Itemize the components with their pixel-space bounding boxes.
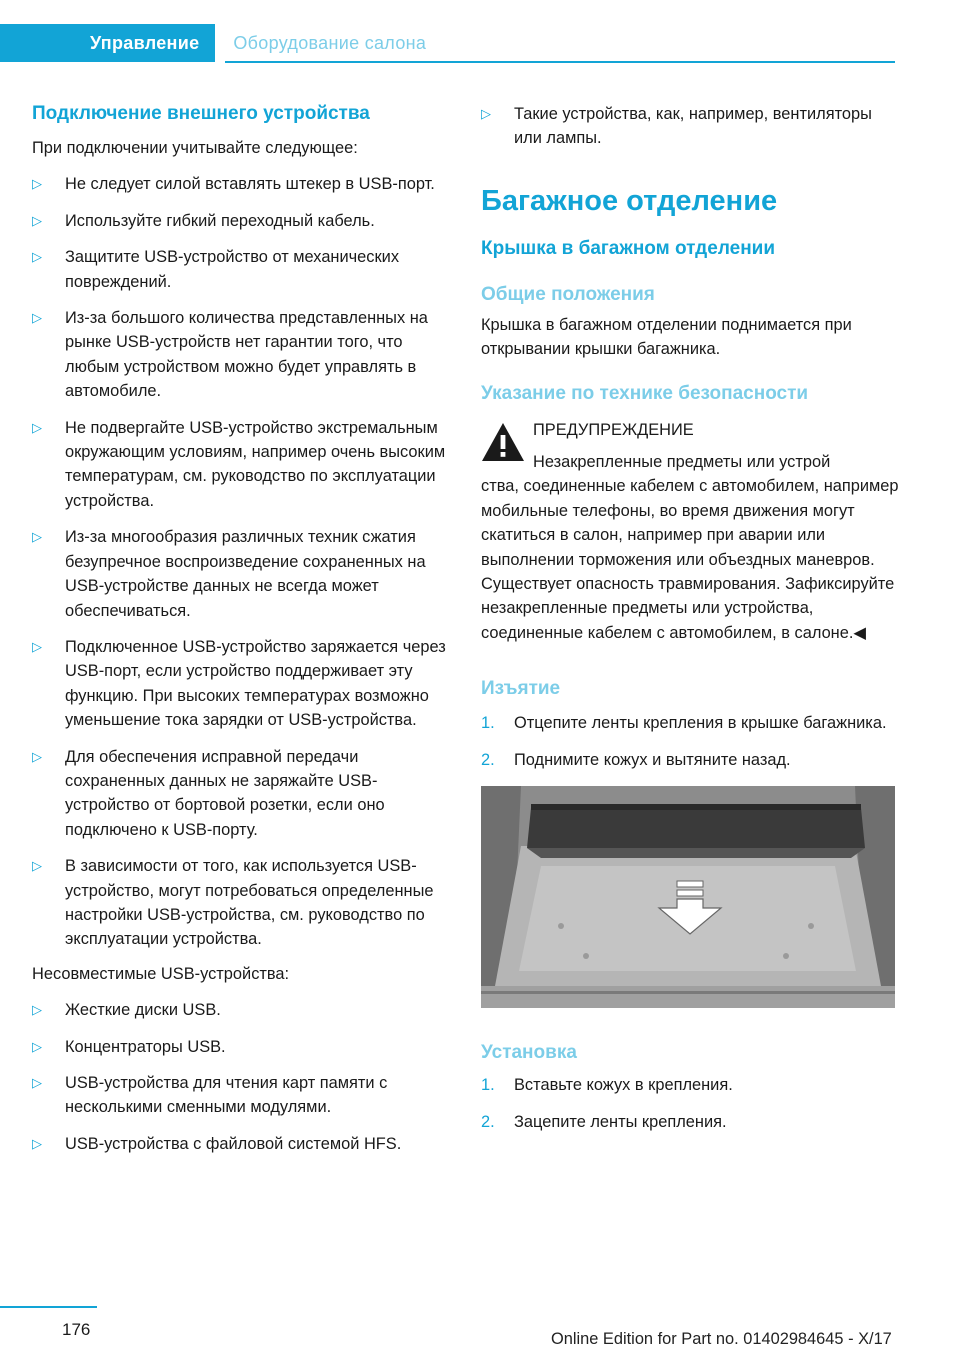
list-item: ▷ Жесткие диски USB. (32, 998, 450, 1022)
usb-intro: При подключении учитывайте следующее: (32, 139, 358, 157)
bullet-icon: ▷ (32, 212, 42, 228)
section-title: Багажное отделение (481, 184, 778, 217)
warning-block (481, 418, 899, 646)
bullet-icon: ▷ (32, 1135, 42, 1151)
bullet-icon: ▷ (32, 1002, 42, 1018)
chapter-tab[interactable]: Управление (0, 24, 215, 62)
general-text: Крышка в багажном отделении поднимается при открывании крышки багажника. (481, 315, 852, 359)
section-tab[interactable]: Оборудование салона (233, 33, 427, 53)
list-item: 2. Поднимите кожух и вытяните назад. (481, 750, 791, 769)
safety-heading: Указание по технике безопасности (481, 382, 809, 404)
subsection-title: Крышка в багажном отделении (481, 237, 776, 259)
bullet-icon: ▷ (32, 748, 42, 764)
right-column (481, 100, 899, 1134)
header-tabs (0, 24, 426, 62)
list-item: ▷ Не следует силой вставлять штекер в USB-порт. (32, 172, 450, 196)
list-item: ▷ USB-устройства для чтения карт памяти с несколькими сменными модулями. (32, 1071, 450, 1120)
list-item: ▷ В зависимости от того, как используется USB-устройство, могут потребоваться определенные настройки USB-устройства, см. руководство по эксплуатации устройства. (32, 854, 450, 952)
left-column (32, 100, 450, 1156)
bullet-icon: ▷ (32, 419, 42, 435)
list-item: 1. Отцепите ленты крепления в крышке багажника. (481, 714, 887, 733)
warning-text: ства, соединенные кабелем с автомобилем, например мобильные телефоны, во время движения могут скатиться в салон, например при аварии или выполнении торможения или объездных маневров. Существует опасность травмирования. Зафиксируйте незакрепленные предметы или устройства, соединенные кабелем с автомобилем, в салоне.◀ (481, 477, 899, 642)
list-item: 1. Вставьте кожух в крепления. (481, 1076, 733, 1095)
page-number: 176 (62, 1320, 91, 1339)
bullet-icon: ▷ (32, 310, 42, 326)
incompatible-list (32, 998, 450, 1156)
install-steps (481, 1073, 899, 1134)
bullet-icon: ▷ (481, 106, 491, 121)
warning-triangle-icon (481, 422, 525, 462)
list-item: ▷ Подключенное USB-устройство заряжается через USB-порт, если устройство поддерживает эту функцию. При высоких температурах возможно уменьшение тока зарядки от USB-устройства. (32, 635, 450, 733)
bullet-icon: ▷ (32, 858, 42, 874)
bullet-icon: ▷ (32, 1075, 42, 1090)
edition-footer: Online Edition for Part no. 01402984645 - X/17 (551, 1330, 892, 1348)
list-item: ▷ Не подвергайте USB-устройство экстремальным окружающим условиям, например очень высоким температурам, см. руководство по эксплуатации устройства. (32, 416, 450, 514)
general-heading: Общие положения (481, 283, 655, 305)
list-item: 2. Зацепите ленты крепления. (481, 1112, 727, 1131)
list-item: ▷ Для обеспечения исправной передачи сохраненных данных не заряжайте USB-устройство от бортовой розетки, если оно подключено к USB-порту. (32, 745, 450, 843)
list-item: ▷ USB-устройства с файловой системой HFS. (32, 1132, 450, 1156)
warning-title: ПРЕДУПРЕЖДЕНИЕ (533, 420, 694, 439)
removal-heading: Изъятие (481, 678, 561, 700)
footer-rule (0, 1306, 97, 1308)
usb-rules-list (32, 172, 450, 951)
incompatible-intro: Несовместимые USB-устройства: (32, 964, 290, 983)
list-item: ▷ Концентраторы USB. (32, 1035, 450, 1059)
usb-heading: Подключение внешнего устройства (32, 103, 370, 124)
warning-text-first-line: Незакрепленные предметы или устрой (533, 453, 831, 472)
list-item: ▷ Защитите USB-устройство от механических повреждений. (32, 245, 450, 294)
list-item: ▷ Такие устройства, как, например, вентиляторы или лампы. (481, 102, 899, 151)
install-heading: Установка (481, 1042, 577, 1064)
bullet-icon: ▷ (32, 529, 42, 545)
continued-list (481, 102, 899, 151)
header-rule (225, 61, 895, 63)
list-item: ▷ Из-за многообразия различных техник сжатия безупречное воспроизведение сохраненных на USB-устройстве данных не всегда может обеспечиваться. (32, 525, 450, 623)
bullet-icon: ▷ (32, 1038, 42, 1054)
bullet-icon: ▷ (32, 638, 42, 654)
trunk-cover-photo (481, 786, 895, 1008)
removal-steps (481, 711, 899, 772)
list-item: ▷ Используйте гибкий переходный кабель. (32, 209, 450, 233)
list-item: ▷ Из-за большого количества представленных на рынке USB-устройств нет гарантии того, что любым устройством можно будет управлять в автомобиле. (32, 306, 450, 404)
bullet-icon: ▷ (32, 249, 42, 265)
bullet-icon: ▷ (32, 176, 42, 192)
